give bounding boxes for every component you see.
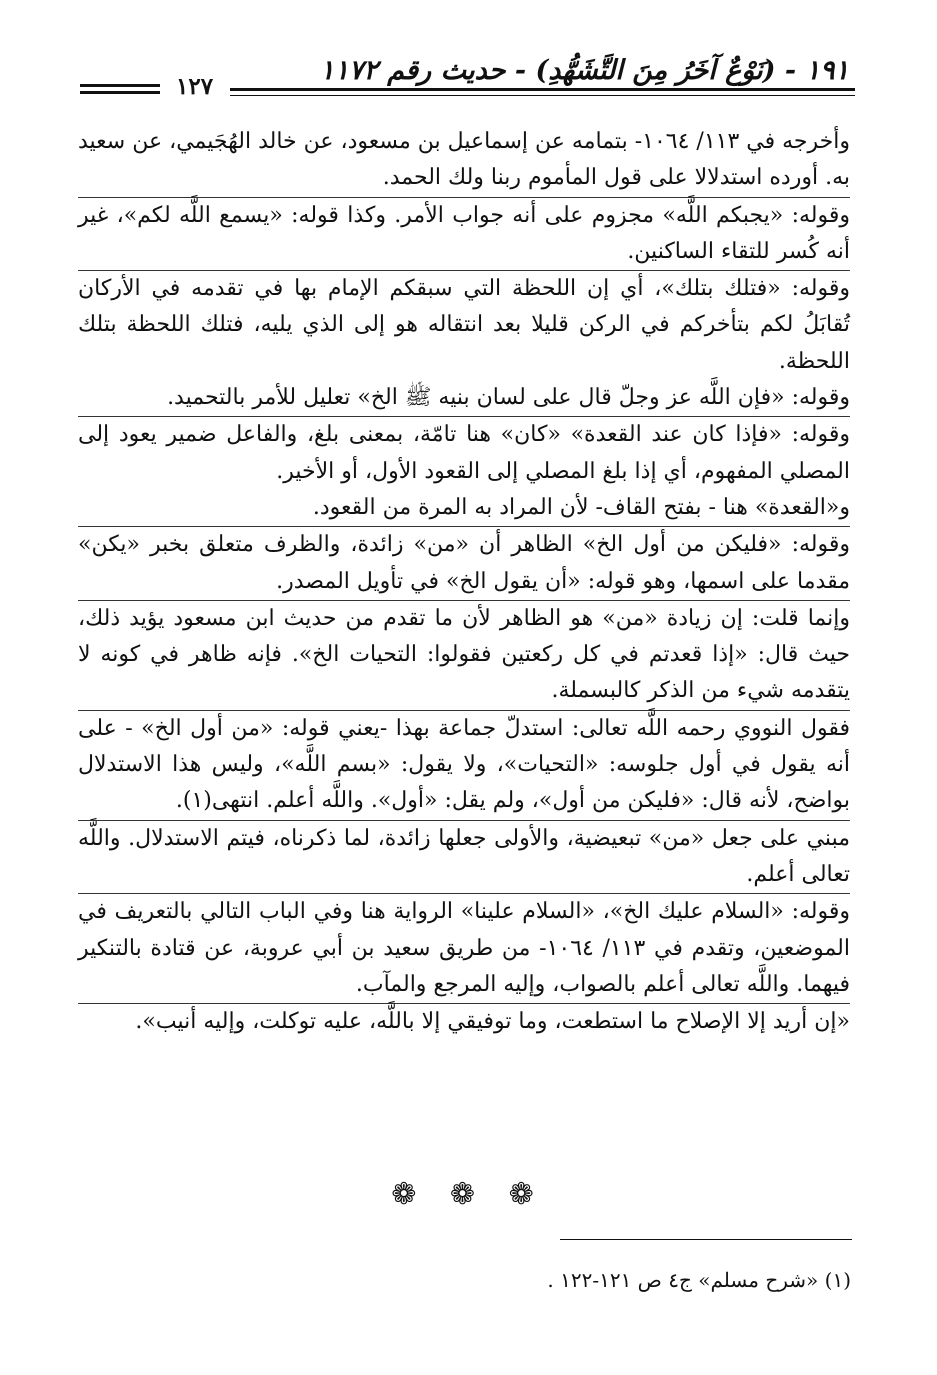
header-rule-left-lower [80, 91, 160, 94]
header-rule-thin [230, 95, 855, 96]
paragraph: وقوله: «فتلك بتلك»، أي إن اللحظة التي سبقكم الإمام بها في تقدمه في الأركان تُقابَلُ لكم بتأخركم في الركن قليلا بعد انتقاله هو إلى الذي يليه، فتلك اللحظة بتلك اللحظة. [78, 276, 851, 374]
header-rule-left [80, 84, 160, 87]
paragraph: مبني على جعل «من» تبعيضية، والأولى جعلها زائدة، لما ذكرناه، فيتم الاستدلال. واللَّه تعالى أعلم. [78, 825, 850, 887]
running-head: ١٩١ - (نَوْعٌ آخَرُ مِنَ التَّشَهُّدِ) - حديث رقم ١١٧٢ [319, 55, 849, 86]
paragraph: «إن أريد إلا الإصلاح ما استطعت، وما توفيقي إلا باللَّه، عليه توكلت، وإليه أنيب». [135, 1009, 850, 1035]
page-number: ١٢٧ [170, 72, 219, 102]
paragraph: فقول النووي رحمه اللَّه تعالى: استدلّ جماعة بهذا -يعني قوله: «من أول الخ» - على أنه يقول في أول جلوسه: «التحيات»، ولا يقول: «بسم اللَّه»، وليس هذا الاستدلال بواضح، لأنه قال: «فليكن من أول»، ولم يقل: «أول». واللَّه أعلم. انتهى(١). [78, 715, 850, 814]
paragraph: وقوله: «فإن اللَّه عز وجلّ قال على لسان بنيه ﷺ الخ» تعليل للأمر بالتحميد. [167, 385, 850, 411]
footnote-rule [560, 1239, 852, 1240]
paragraph: وأخرجه في ١١٣/ ١٠٦٤- بتمامه عن إسماعيل بن مسعود، عن خالد الهُجَيمي، عن سعيد به. أورده استدلالا على قول المأموم ربنا ولك الحمد. [78, 129, 850, 191]
page-header [70, 48, 855, 100]
header-rule [230, 88, 855, 91]
footnote: (١) «شرح مسلم» ج٤ ص ١٢١-١٢٢ . [547, 1268, 851, 1292]
paragraph: وإنما قلت: إن زيادة «من» هو الظاهر لأن ما تقدم من حديث ابن مسعود يؤيد ذلك، حيث قال: «إذا قعدتم في كل ركعتين فقولوا: التحيات الخ». فإنه ظاهر في كونه لا يتقدمه شيء من الذكر كالبسملة. [78, 605, 850, 704]
paragraph: وقوله: «فليكن من أول الخ» الظاهر أن «من» زائدة، والظرف متعلق بخبر «يكن» مقدما على اسمها، وهو قوله: «أن يقول الخ» في تأويل المصدر. [78, 532, 850, 594]
section-end-ornament: ❁ ❁ ❁ [391, 1177, 546, 1212]
paragraph: وقوله: «السلام عليك الخ»، «السلام علينا» الرواية هنا وفي الباب التالي بالتعريف في الموضعين، وتقدم في ١١٣/ ١٠٦٤- من طريق سعيد بن أبي عروبة، عن قتادة بالتنكير فيهما. واللَّه تعالى أعلم بالصواب، وإليه المرجع والمآب. [78, 899, 850, 997]
main-text [78, 124, 850, 1040]
paragraph: و«القعدة» هنا - بفتح القاف- لأن المراد به المرة من القعود. [312, 494, 850, 520]
paragraph: وقوله: «فإذا كان عند القعدة» «كان» هنا تامّة، بمعنى بلغ، والفاعل ضمير يعود إلى المصلي المفهوم، أي إذا بلغ المصلي إلى القعود الأول، أو الأخير. [78, 422, 850, 484]
paragraph: وقوله: «يجبكم اللَّه» مجزوم على أنه جواب الأمر. وكذا قوله: «يسمع اللَّه لكم»، غير أنه كُسر للتقاء الساكنين. [78, 202, 850, 264]
